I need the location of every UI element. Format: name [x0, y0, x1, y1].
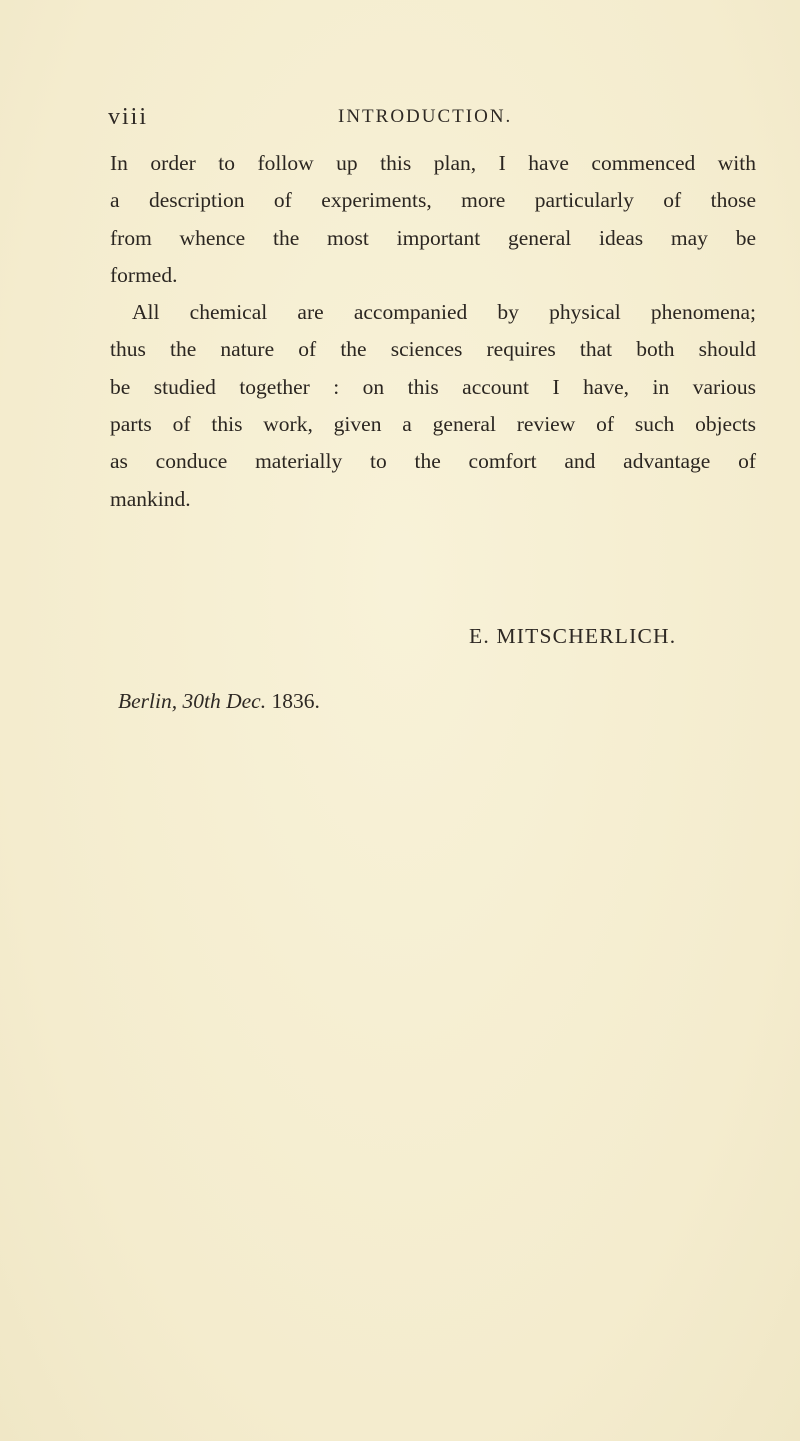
running-title: INTRODUCTION. — [338, 106, 513, 127]
body-text — [110, 145, 756, 518]
text-line: All chemical are accompanied by physical phenomena; — [132, 300, 756, 325]
text-line: a description of experiments, more particularly of those — [110, 188, 756, 213]
paragraph-2 — [110, 294, 756, 518]
text-line: thus the nature of the sciences requires that both should — [110, 337, 756, 362]
paragraph-1 — [110, 145, 756, 294]
dateline — [118, 689, 320, 714]
running-head — [0, 104, 800, 134]
dateline-year: 1836. — [271, 689, 320, 713]
text-line: parts of this work, given a general review of such objects — [110, 412, 756, 437]
dateline-place: Berlin, — [118, 689, 178, 713]
page-number: viii — [108, 104, 149, 130]
text-line: be studied together : on this account I have, in various — [110, 374, 756, 399]
text-line: In order to follow up this plan, I have commenced with — [110, 151, 756, 175]
text-line: formed. — [110, 262, 178, 287]
text-line: as conduce materially to the comfort and advantage of — [110, 449, 756, 474]
author-signature: E. MITSCHERLICH. — [469, 624, 677, 648]
text-line: mankind. — [110, 486, 191, 511]
dateline-day: 30th Dec. — [182, 689, 267, 713]
text-line: from whence the most important general ideas may be — [110, 225, 756, 250]
